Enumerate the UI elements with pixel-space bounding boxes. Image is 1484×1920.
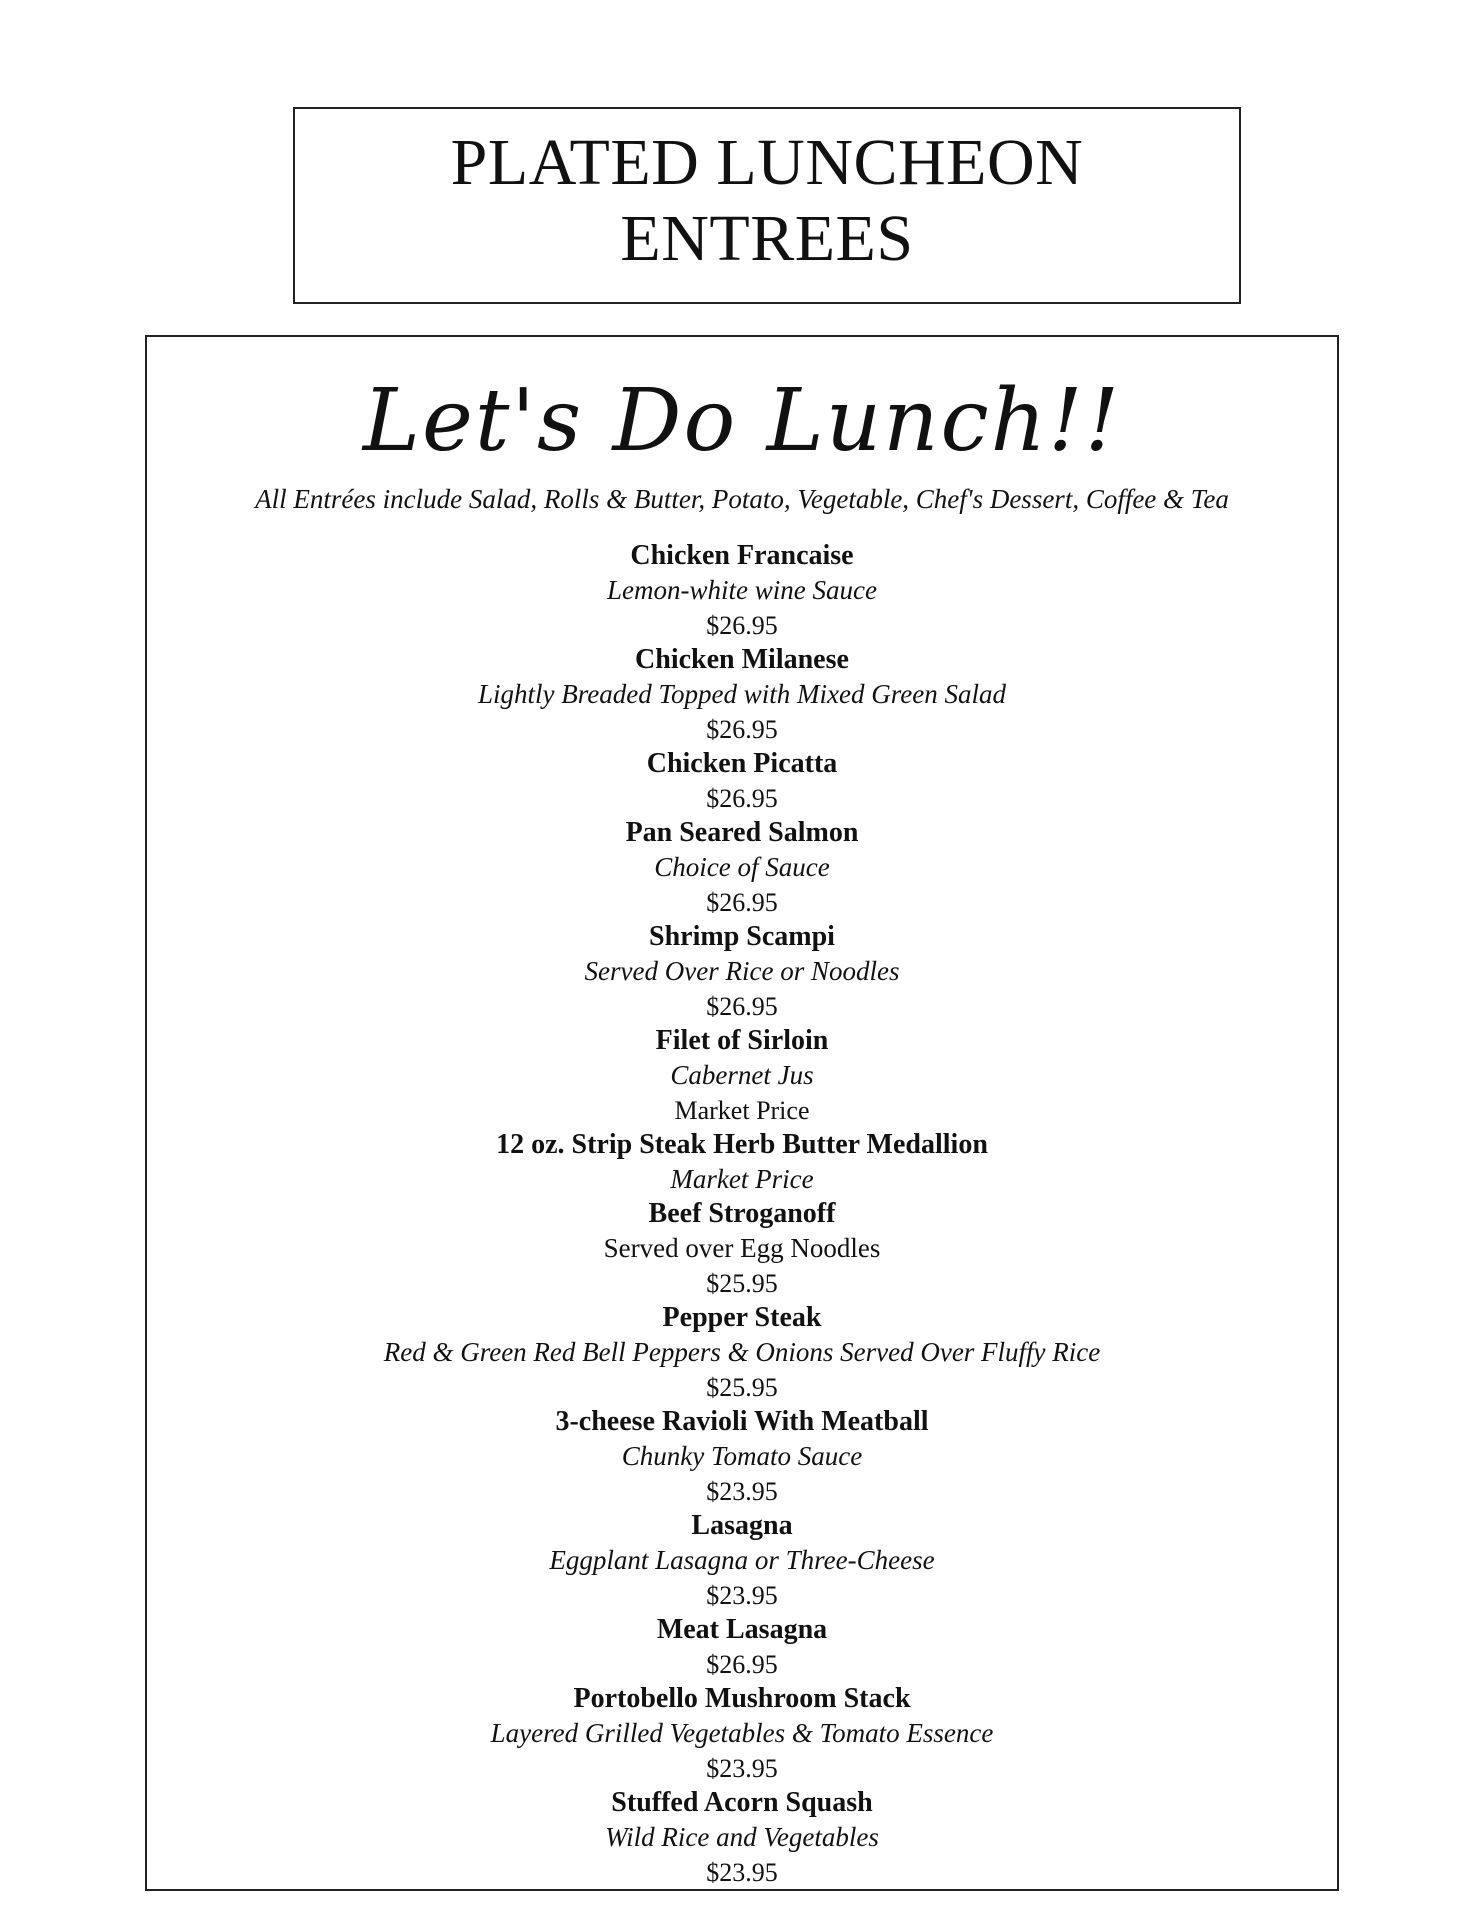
menu-item [147,1682,1337,1786]
menu-item-name: Chicken Picatta [646,748,838,779]
menu-item-description: Eggplant Lasagna or Three-Cheese [549,1545,935,1575]
menu-item [147,1024,1337,1128]
menu-item-price: $26.95 [706,611,778,640]
menu-item-price: $23.95 [706,1754,778,1783]
menu-item-name: Meat Lasagna [656,1614,828,1645]
menu-item-description: Served over Egg Noodles [603,1233,881,1263]
menu-item-name: Lasagna [691,1510,793,1541]
menu-item-name: 12 oz. Strip Steak Herb Butter Medallion [496,1129,988,1160]
menu-item [147,1405,1337,1509]
menu-item [147,1613,1337,1682]
menu-item [147,539,1337,643]
menu-item-description: Red & Green Red Bell Peppers & Onions Served Over Fluffy Rice [383,1337,1101,1367]
menu-item [147,1128,1337,1197]
menu-item-price: $26.95 [706,888,778,917]
menu-item-price: $26.95 [706,1650,778,1679]
menu-item-description: Lightly Breaded Topped with Mixed Green Salad [478,679,1006,709]
menu-item-price: $26.95 [706,784,778,813]
menu-item-description: Served Over Rice or Noodles [584,956,900,986]
menu-item-name: Portobello Mushroom Stack [573,1683,911,1714]
menu-item-name: Chicken Francaise [630,540,854,571]
menu-item-name: Pan Seared Salmon [625,817,859,848]
menu-item-description: Cabernet Jus [670,1060,814,1090]
menu-item-price: Market Price [674,1096,810,1125]
menu-item [147,643,1337,747]
menu-item-name: Chicken Milanese [635,644,849,675]
menu-item-price: $25.95 [706,1269,778,1298]
menu-item-price: $26.95 [706,992,778,1021]
menu-item-name: Shrimp Scampi [649,921,835,952]
menu-item-name: 3-cheese Ravioli With Meatball [555,1406,929,1437]
menu-item-name: Stuffed Acorn Squash [611,1787,873,1818]
menu-item-description: Layered Grilled Vegetables & Tomato Essence [490,1718,994,1748]
title-box [293,107,1241,304]
menu-item-description: Choice of Sauce [654,852,830,882]
menu-heading: Let's Do Lunch!! [362,371,1122,471]
menu-item-description: Market Price [670,1164,814,1194]
menu-box [145,335,1339,1891]
menu-item-description: Chunky Tomato Sauce [621,1441,863,1471]
menu-item [147,1301,1337,1405]
menu-item [147,816,1337,920]
menu-item-name: Filet of Sirloin [655,1025,829,1056]
menu-item-price: $23.95 [706,1858,778,1887]
menu-intro: All Entrées include Salad, Rolls & Butter, Potato, Vegetable, Chef's Dessert, Coffee & Tea [255,484,1229,514]
menu-item-price: $23.95 [706,1477,778,1506]
menu-item-description: Lemon-white wine Sauce [607,575,877,605]
page-title-line-2: ENTREES [620,202,914,275]
menu-item-list [147,539,1337,1890]
menu-item [147,920,1337,1024]
menu-item [147,1786,1337,1890]
menu-item [147,1509,1337,1613]
menu-item-description: Wild Rice and Vegetables [605,1822,879,1852]
page-title-line-1: PLATED LUNCHEON [450,126,1084,199]
menu-item-price: $25.95 [706,1373,778,1402]
menu-item-name: Beef Stroganoff [648,1198,836,1229]
menu-item-name: Pepper Steak [662,1302,822,1333]
menu-item-price: $26.95 [706,715,778,744]
menu-item-price: $23.95 [706,1581,778,1610]
menu-item [147,1197,1337,1301]
menu-item [147,747,1337,816]
